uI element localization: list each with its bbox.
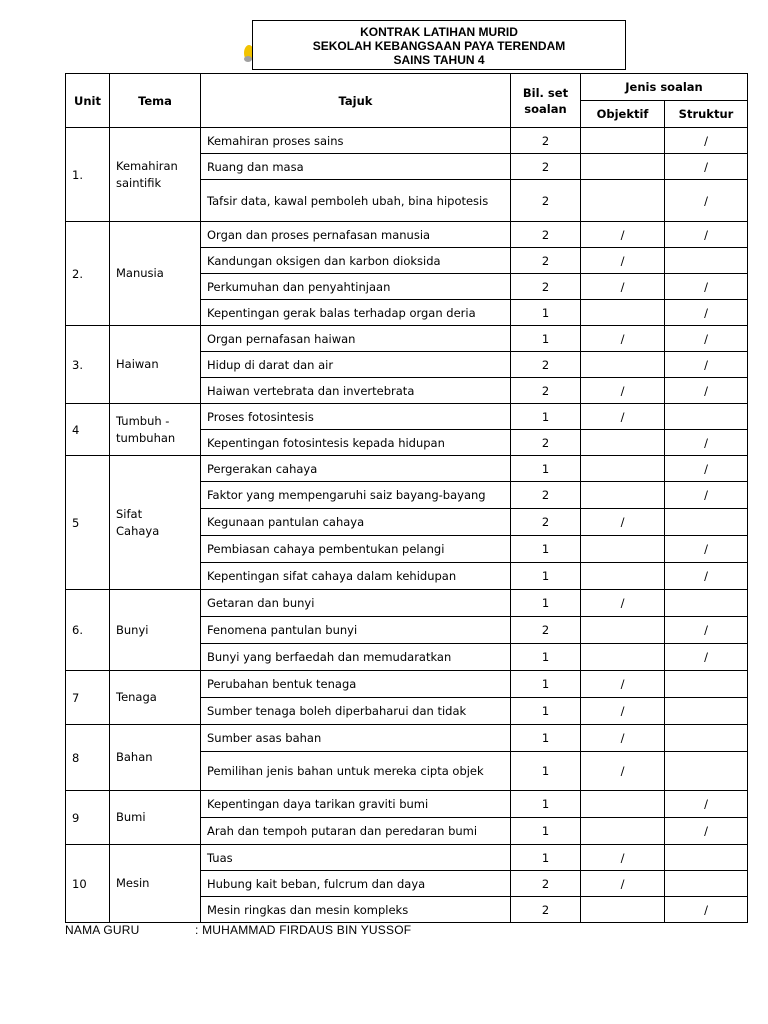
objective-mark: [581, 897, 665, 923]
structure-mark: /: [665, 180, 748, 222]
unit-number: 3.: [66, 326, 110, 404]
unit-number: 5: [66, 456, 110, 590]
column-header-struktur: Struktur: [665, 101, 748, 128]
topic-title: Mesin ringkas dan mesin kompleks: [201, 897, 511, 923]
topic-title: Pemilihan jenis bahan untuk mereka cipta objek: [201, 752, 511, 791]
question-set-count: 1: [511, 456, 581, 482]
objective-mark: /: [581, 378, 665, 404]
table-row: [66, 222, 748, 248]
unit-number: 8: [66, 725, 110, 791]
objective-mark: [581, 128, 665, 154]
question-set-count: 2: [511, 482, 581, 509]
structure-mark: /: [665, 300, 748, 326]
structure-mark: /: [665, 154, 748, 180]
objective-mark: /: [581, 248, 665, 274]
theme-line-1: Haiwan: [116, 357, 159, 371]
objective-mark: /: [581, 404, 665, 430]
unit-theme: [110, 791, 201, 845]
header-subject: SAINS TAHUN 4: [393, 53, 485, 67]
objective-mark: [581, 456, 665, 482]
structure-mark: [665, 590, 748, 617]
table-row: [66, 725, 748, 752]
question-set-count: 2: [511, 617, 581, 644]
objective-mark: [581, 563, 665, 590]
structure-mark: /: [665, 456, 748, 482]
question-set-count: 2: [511, 509, 581, 536]
unit-theme: [110, 725, 201, 791]
topic-title: Getaran dan bunyi: [201, 590, 511, 617]
structure-mark: /: [665, 274, 748, 300]
objective-mark: [581, 791, 665, 818]
column-header-objektif: Objektif: [581, 101, 665, 128]
table-row: [66, 404, 748, 430]
table-row: [66, 128, 748, 154]
contract-table: [65, 73, 748, 923]
topic-title: Kepentingan daya tarikan graviti bumi: [201, 791, 511, 818]
objective-mark: [581, 644, 665, 671]
question-set-count: 2: [511, 128, 581, 154]
topic-title: Hidup di darat dan air: [201, 352, 511, 378]
objective-mark: /: [581, 222, 665, 248]
unit-theme: [110, 590, 201, 671]
topic-title: Tuas: [201, 845, 511, 871]
objective-mark: /: [581, 590, 665, 617]
topic-title: Proses fotosintesis: [201, 404, 511, 430]
theme-line-1: Tumbuh -: [116, 413, 170, 428]
structure-mark: /: [665, 897, 748, 923]
question-set-count: 1: [511, 644, 581, 671]
objective-mark: /: [581, 671, 665, 698]
question-set-count: 1: [511, 563, 581, 590]
unit-number: 9: [66, 791, 110, 845]
question-set-count: 2: [511, 180, 581, 222]
structure-mark: /: [665, 818, 748, 845]
unit-theme: [110, 128, 201, 222]
objective-mark: /: [581, 698, 665, 725]
unit-number: 4: [66, 404, 110, 456]
table-body: [66, 128, 748, 923]
topic-title: Bunyi yang berfaedah dan memudaratkan: [201, 644, 511, 671]
unit-theme: [110, 404, 201, 456]
objective-mark: [581, 536, 665, 563]
question-set-count: 1: [511, 590, 581, 617]
question-set-count: 1: [511, 671, 581, 698]
objective-mark: /: [581, 845, 665, 871]
structure-mark: /: [665, 791, 748, 818]
table-row: [66, 845, 748, 871]
question-set-count: 2: [511, 248, 581, 274]
topic-title: Kepentingan fotosintesis kepada hidupan: [201, 430, 511, 456]
unit-number: 7: [66, 671, 110, 725]
column-header-unit: Unit: [66, 74, 110, 128]
objective-mark: /: [581, 509, 665, 536]
question-set-count: 2: [511, 430, 581, 456]
question-set-count: 1: [511, 698, 581, 725]
objective-mark: [581, 154, 665, 180]
objective-mark: /: [581, 725, 665, 752]
structure-mark: [665, 698, 748, 725]
theme-line-1: Kemahiran: [116, 158, 178, 173]
question-set-count: 2: [511, 378, 581, 404]
question-set-count: 1: [511, 300, 581, 326]
topic-title: Perubahan bentuk tenaga: [201, 671, 511, 698]
theme-line-1: Tenaga: [116, 690, 157, 704]
structure-mark: /: [665, 222, 748, 248]
unit-number: 6.: [66, 590, 110, 671]
theme-line-2: Cahaya: [116, 523, 160, 538]
question-set-count: 2: [511, 154, 581, 180]
structure-mark: /: [665, 644, 748, 671]
objective-mark: [581, 430, 665, 456]
topic-title: Kegunaan pantulan cahaya: [201, 509, 511, 536]
teacher-name-line: [65, 923, 411, 937]
topic-title: Organ dan proses pernafasan manusia: [201, 222, 511, 248]
objective-mark: /: [581, 274, 665, 300]
question-set-count: 1: [511, 725, 581, 752]
objective-mark: /: [581, 871, 665, 897]
question-set-count: 1: [511, 818, 581, 845]
topic-title: Faktor yang mempengaruhi saiz bayang-bayang: [201, 482, 511, 509]
structure-mark: [665, 248, 748, 274]
objective-mark: /: [581, 326, 665, 352]
topic-title: Kemahiran proses sains: [201, 128, 511, 154]
structure-mark: /: [665, 482, 748, 509]
column-header-tema: Tema: [110, 74, 201, 128]
question-set-count: 1: [511, 404, 581, 430]
topic-title: Tafsir data, kawal pemboleh ubah, bina hipotesis: [201, 180, 511, 222]
topic-title: Kepentingan gerak balas terhadap organ deria: [201, 300, 511, 326]
theme-line-1: Manusia: [116, 266, 164, 280]
table-row: [66, 326, 748, 352]
theme-line-1: Mesin: [116, 876, 150, 890]
question-set-count: 2: [511, 274, 581, 300]
table-row: [66, 791, 748, 818]
unit-theme: [110, 671, 201, 725]
structure-mark: [665, 509, 748, 536]
unit-number: 1.: [66, 128, 110, 222]
unit-theme: [110, 222, 201, 326]
question-set-count: 1: [511, 536, 581, 563]
header-school: SEKOLAH KEBANGSAAN PAYA TERENDAM: [312, 39, 566, 53]
question-set-count: 2: [511, 897, 581, 923]
structure-mark: /: [665, 326, 748, 352]
objective-mark: [581, 482, 665, 509]
objective-mark: [581, 300, 665, 326]
structure-mark: /: [665, 563, 748, 590]
theme-line-1: Bunyi: [116, 622, 149, 637]
structure-mark: [665, 671, 748, 698]
structure-mark: /: [665, 352, 748, 378]
header-title: KONTRAK LATIHAN MURID: [360, 25, 518, 39]
teacher-label: NAMA GURU: [65, 923, 140, 937]
topic-title: Haiwan vertebrata dan invertebrata: [201, 378, 511, 404]
structure-mark: [665, 845, 748, 871]
objective-mark: [581, 617, 665, 644]
structure-mark: /: [665, 430, 748, 456]
structure-mark: [665, 871, 748, 897]
topic-title: Pembiasan cahaya pembentukan pelangi: [201, 536, 511, 563]
question-set-count: 2: [511, 871, 581, 897]
question-set-count: 2: [511, 222, 581, 248]
topic-title: Fenomena pantulan bunyi: [201, 617, 511, 644]
structure-mark: /: [665, 536, 748, 563]
column-header-tajuk: Tajuk: [201, 74, 511, 128]
table-row: [66, 456, 748, 482]
structure-mark: [665, 725, 748, 752]
unit-number: 10: [66, 845, 110, 923]
topic-title: Pergerakan cahaya: [201, 456, 511, 482]
objective-mark: [581, 352, 665, 378]
theme-line-2: tumbuhan: [116, 430, 176, 445]
question-set-count: 1: [511, 845, 581, 871]
unit-theme: [110, 326, 201, 404]
bil-set-label-line1: Bil. set: [522, 85, 569, 100]
unit-theme: [110, 845, 201, 923]
topic-title: Ruang dan masa: [201, 154, 511, 180]
topic-title: Arah dan tempoh putaran dan peredaran bumi: [201, 818, 511, 845]
theme-line-1: Bahan: [116, 750, 153, 764]
objective-mark: [581, 818, 665, 845]
unit-number: 2.: [66, 222, 110, 326]
question-set-count: 2: [511, 352, 581, 378]
objective-mark: [581, 180, 665, 222]
unit-theme: [110, 456, 201, 590]
topic-title: Hubung kait beban, fulcrum dan daya: [201, 871, 511, 897]
teacher-name: : MUHAMMAD FIRDAUS BIN YUSSOF: [195, 923, 412, 937]
topic-title: Kepentingan sifat cahaya dalam kehidupan: [201, 563, 511, 590]
topic-title: Sumber tenaga boleh diperbaharui dan tidak: [201, 698, 511, 725]
bil-set-label-line2: soalan: [524, 101, 567, 116]
theme-line-1: Sifat: [116, 506, 143, 521]
topic-title: Sumber asas bahan: [201, 725, 511, 752]
structure-mark: [665, 752, 748, 791]
column-header-jenis-soalan: Jenis soalan: [581, 74, 748, 101]
structure-mark: /: [665, 617, 748, 644]
structure-mark: [665, 404, 748, 430]
structure-mark: /: [665, 378, 748, 404]
topic-title: Kandungan oksigen dan karbon dioksida: [201, 248, 511, 274]
question-set-count: 1: [511, 791, 581, 818]
topic-title: Organ pernafasan haiwan: [201, 326, 511, 352]
document-header: [252, 20, 626, 70]
question-set-count: 1: [511, 326, 581, 352]
structure-mark: /: [665, 128, 748, 154]
theme-line-1: Bumi: [116, 810, 146, 824]
table-row: [66, 671, 748, 698]
column-header-bil-set: [511, 74, 581, 128]
topic-title: Perkumuhan dan penyahtinjaan: [201, 274, 511, 300]
objective-mark: /: [581, 752, 665, 791]
question-set-count: 1: [511, 752, 581, 791]
theme-line-2: saintifik: [116, 175, 162, 190]
table-row: [66, 590, 748, 617]
